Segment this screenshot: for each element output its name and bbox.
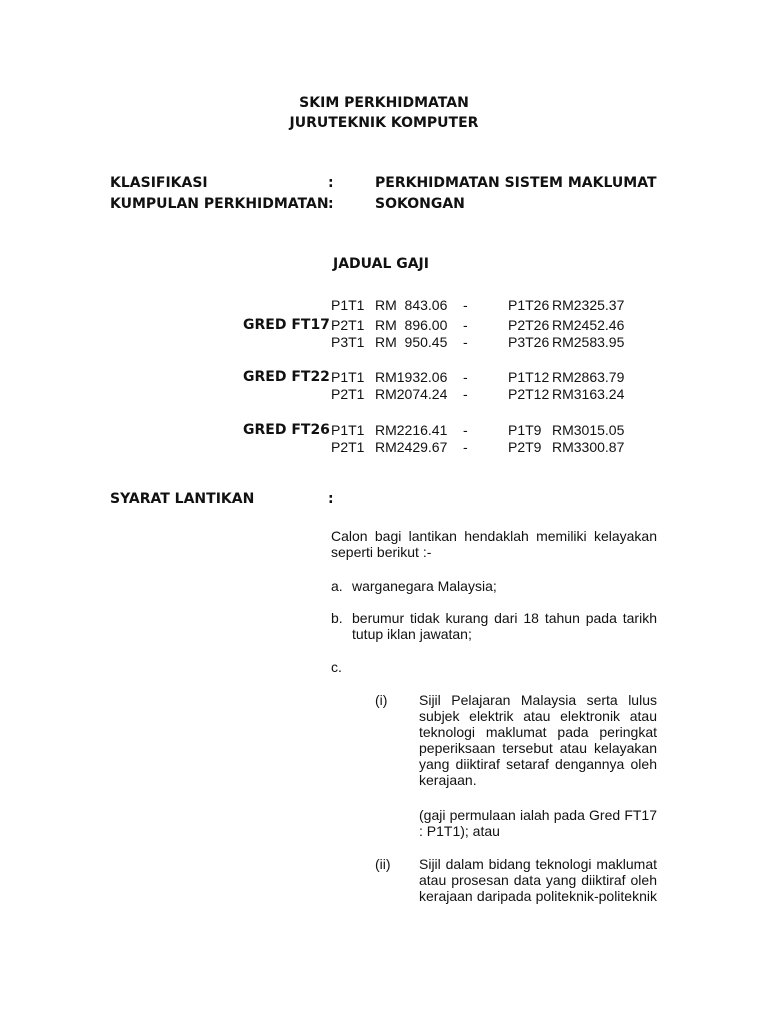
- salary-start-code: P2T1: [331, 439, 365, 455]
- item-marker-b: b.: [331, 610, 343, 626]
- salary-range-dash: -: [463, 386, 468, 402]
- salary-start-code: P2T1: [331, 317, 365, 333]
- salary-end-code: P3T26: [508, 334, 550, 350]
- salary-end-code: P2T12: [508, 386, 550, 402]
- kumpulan-label: KUMPULAN PERKHIDMATAN: [110, 196, 329, 212]
- salary-end-amount: RM3300.87: [552, 439, 625, 455]
- salary-end-code: P1T26: [508, 297, 550, 313]
- subitem-note-i: (gaji permulaan ialah pada Gred FT17 : P1T1); atau: [419, 807, 657, 839]
- item-marker-c: c.: [331, 659, 342, 675]
- salary-end-code: P1T9: [508, 422, 542, 438]
- salary-start-code: P1T1: [331, 297, 365, 313]
- salary-start-amount: RM 950.45: [375, 334, 448, 350]
- syarat-lantikan-colon: :: [328, 491, 334, 507]
- document-title-line2: JURUTEKNIK KOMPUTER: [289, 115, 479, 131]
- grade-label-ft22: GRED FT22: [243, 369, 330, 385]
- salary-start-code: P1T1: [331, 422, 365, 438]
- salary-start-code: P3T1: [331, 334, 365, 350]
- subitem-marker-ii: (ii): [375, 856, 391, 872]
- klasifikasi-label: KLASIFIKASI: [110, 175, 208, 191]
- salary-start-amount: RM1932.06: [375, 369, 448, 385]
- salary-heading: JADUAL GAJI: [333, 256, 429, 272]
- salary-range-dash: -: [463, 369, 468, 385]
- syarat-lantikan-label: SYARAT LANTIKAN: [110, 491, 255, 507]
- klasifikasi-value: PERKHIDMATAN SISTEM MAKLUMAT: [375, 175, 657, 191]
- salary-start-amount: RM2429.67: [375, 439, 448, 455]
- salary-end-amount: RM3015.05: [552, 422, 625, 438]
- salary-start-amount: RM2074.24: [375, 386, 448, 402]
- salary-end-code: P2T9: [508, 439, 542, 455]
- salary-end-amount: RM3163.24: [552, 386, 625, 402]
- subitem-marker-i: (i): [375, 692, 388, 708]
- item-text-b: berumur tidak kurang dari 18 tahun pada tarikh tutup iklan jawatan;: [352, 610, 657, 642]
- grade-label-ft26: GRED FT26: [243, 422, 330, 438]
- salary-range-dash: -: [463, 297, 468, 313]
- kumpulan-value: SOKONGAN: [375, 196, 465, 212]
- salary-start-amount: RM 896.00: [375, 317, 448, 333]
- salary-end-amount: RM2452.46: [552, 317, 625, 333]
- document-title-line1: SKIM PERKHIDMATAN: [299, 95, 469, 111]
- subitem-text-ii: Sijil dalam bidang teknologi maklumat atau prosesan data yang diiktiraf oleh kerajaan daripada politeknik-politeknik: [419, 856, 657, 904]
- salary-range-dash: -: [463, 334, 468, 350]
- salary-end-amount: RM2863.79: [552, 369, 625, 385]
- item-marker-a: a.: [331, 578, 343, 594]
- salary-end-amount: RM2325.37: [552, 297, 625, 313]
- salary-start-code: P1T1: [331, 369, 365, 385]
- grade-label-ft17: GRED FT17: [243, 317, 330, 333]
- salary-start-amount: RM2216.41: [375, 422, 448, 438]
- salary-range-dash: -: [463, 422, 468, 438]
- subitem-text-i: Sijil Pelajaran Malaysia serta lulus subjek elektrik atau elektronik atau teknologi maklumat pada peringkat peperiksaan tersebut atau kelayakan yang diiktiraf setaraf dengannya oleh kerajaan.: [419, 692, 657, 788]
- kumpulan-colon: :: [328, 196, 334, 212]
- salary-range-dash: -: [463, 439, 468, 455]
- klasifikasi-colon: :: [328, 175, 334, 191]
- salary-end-amount: RM2583.95: [552, 334, 625, 350]
- salary-range-dash: -: [463, 317, 468, 333]
- salary-start-amount: RM 843.06: [375, 297, 448, 313]
- appointment-intro: Calon bagi lantikan hendaklah memiliki kelayakan seperti berikut :-: [331, 528, 657, 560]
- salary-end-code: P1T12: [508, 369, 550, 385]
- item-text-a: warganegara Malaysia;: [352, 578, 497, 594]
- salary-start-code: P2T1: [331, 386, 365, 402]
- salary-end-code: P2T26: [508, 317, 550, 333]
